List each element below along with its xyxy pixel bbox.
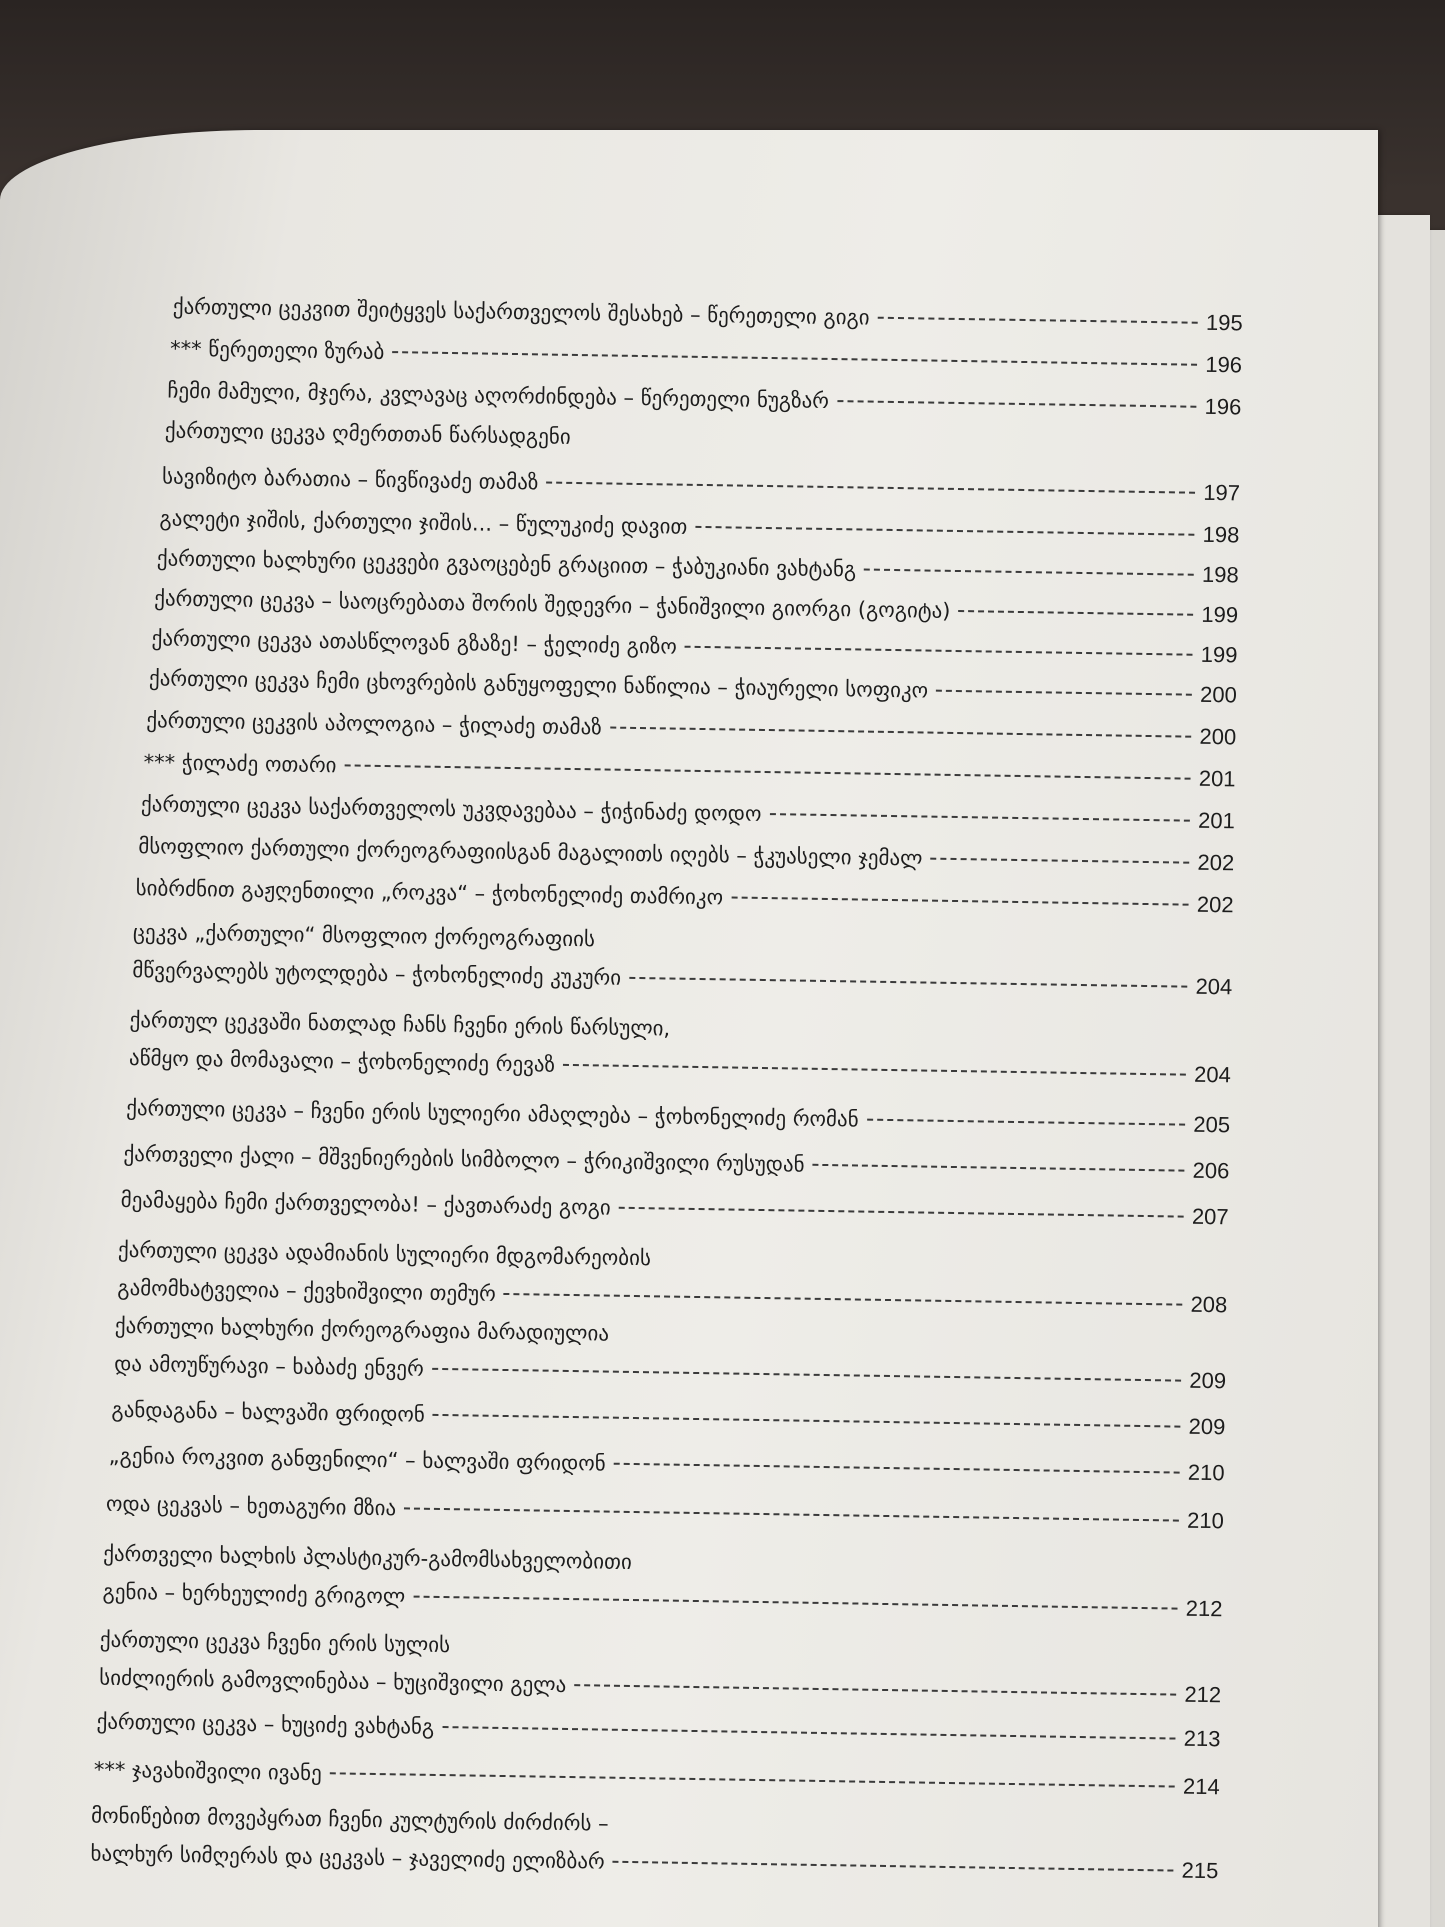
toc-entry-title: ცეკვა „ქართული“ მსოფლიო ქორეოგრაფიის xyxy=(132,920,596,952)
toc-entry-title: ჩემი მამული, მჯერა, კვლავაც აღორძინდება – წერეთელი ნუგზარ xyxy=(167,378,830,413)
toc-page-number: 214 xyxy=(1182,1773,1220,1800)
dot-leader xyxy=(504,1293,1183,1306)
toc-page-number: 196 xyxy=(1205,351,1243,378)
toc-page-number: 198 xyxy=(1201,561,1239,588)
toc-entry xyxy=(129,1001,1232,1094)
toc-page-number: 195 xyxy=(1205,309,1243,336)
toc-page-number: 202 xyxy=(1197,849,1235,876)
toc-entry-title: *** ჭილაძე ოთარი xyxy=(143,750,337,778)
toc-entry-title: აწმყო და მომავალი – ჭოხონელიძე რევაზ xyxy=(128,1046,556,1077)
dot-leader xyxy=(413,1596,1178,1610)
toc-entry xyxy=(126,1089,1230,1144)
toc-entry-title: მეამაყება ჩემი ქართველობა! – ქავთარაძე გოგი xyxy=(120,1187,611,1220)
toc-page-number: 209 xyxy=(1188,1413,1226,1440)
toc-entry-title: *** წერეთელი ზურაბ xyxy=(169,336,385,364)
toc-page-number: 212 xyxy=(1184,1681,1222,1708)
toc-page-number: 201 xyxy=(1197,807,1236,834)
toc-entry-title: ქართულ ცეკვაში ნათლად ჩანს ჩვენი ერის წარსული, xyxy=(129,1008,671,1041)
dot-leader xyxy=(769,813,1190,822)
toc-entry-title: მწვერვალებს უტოლდება – ჭოხონელიძე კუკური xyxy=(132,958,622,990)
dot-leader xyxy=(404,1507,1179,1521)
toc-entry-title: სიბრძნით გაჟღენთილი „როკვა“ – ჭოხონელიძე თამრიკო xyxy=(135,876,724,910)
toc-page-number: 210 xyxy=(1186,1507,1225,1534)
toc-page-number: 204 xyxy=(1193,1061,1232,1088)
toc-entry xyxy=(132,913,1233,1006)
toc-entry-title: ქართული ხალხური ცეკვები გვაოცებენ გრაციით – ჭაბუკიანი ვახტანგ xyxy=(156,546,857,582)
dot-leader xyxy=(867,1119,1186,1126)
dot-leader xyxy=(610,727,1192,738)
toc-entry xyxy=(123,1135,1229,1190)
toc-entry xyxy=(120,1181,1228,1236)
toc-page-number: 196 xyxy=(1204,393,1242,420)
toc-entry-title: მონიწებით მოვეპყრათ ჩვენი კულტურის ძირძირს – xyxy=(90,1803,609,1836)
dot-leader xyxy=(685,646,1193,656)
dot-leader xyxy=(837,400,1197,408)
toc-entry-title: ქართველი ქალი – მშვენიერების სიმბოლო – ჭრიკიშვილი რუსუდან xyxy=(123,1141,805,1177)
toc-page-number: 201 xyxy=(1198,765,1236,792)
toc-page-number: 199 xyxy=(1200,641,1238,668)
toc-entry-title: ქართული ცეკვით შეიტყვეს საქართველოს შესახებ – წერეთელი გიგი xyxy=(172,294,870,330)
toc-page-number: 202 xyxy=(1196,891,1234,918)
toc-entry-title: ქართული ცეკვა ჩემი ცხოვრების განუყოფელი ნაწილია – ჭიაურელი სოფიკო xyxy=(148,666,929,703)
toc-page-number: 206 xyxy=(1192,1157,1230,1184)
toc-entry-title: ქართული ცეკვა – ხუციძე ვახტანგ xyxy=(96,1709,435,1739)
toc-page-number: 209 xyxy=(1189,1367,1227,1394)
toc-entry-title: ქართული ცეკვის აპოლოგია – ჭილაძე თამაზ xyxy=(146,708,602,740)
toc-entry xyxy=(90,1797,1219,1891)
dot-leader xyxy=(432,1368,1182,1382)
toc-entry-title: ქართული ცეკვა ღმერთთან წარსადგენი xyxy=(164,418,571,449)
dot-leader xyxy=(695,526,1194,536)
toc-entry-title: ქართული ხალხური ქორეოგრაფია მარადიულია xyxy=(114,1313,610,1346)
toc-entry-title: *** ჯავახიშვილი ივანე xyxy=(93,1757,322,1786)
toc-page-number: 213 xyxy=(1183,1725,1221,1752)
dot-leader xyxy=(546,482,1195,494)
toc-entry-title: გამომხატველია – ქევხიშვილი თემურ xyxy=(117,1275,497,1306)
dot-leader xyxy=(613,1861,1174,1872)
toc-page-number: 200 xyxy=(1199,723,1237,750)
toc-entry xyxy=(102,1535,1223,1629)
dot-leader xyxy=(442,1726,1176,1740)
toc-entry-title: ქართული ცეკვა ათასწლოვან გზაზე! – ჭელიძე გიზო xyxy=(151,626,678,659)
dot-leader xyxy=(330,1772,1175,1787)
dot-leader xyxy=(614,1463,1180,1474)
toc-entry-title: ქართული ცეკვა – ჩვენი ერის სულიერი ამაღლება – ჭოხონელიძე რომან xyxy=(126,1096,859,1132)
dot-leader xyxy=(936,690,1192,696)
toc-page-number: 204 xyxy=(1195,973,1233,1000)
toc-page-number: 198 xyxy=(1202,521,1240,548)
dot-leader xyxy=(958,610,1193,616)
toc-entry xyxy=(111,1391,1225,1446)
toc-page-number: 205 xyxy=(1193,1111,1231,1138)
dot-leader xyxy=(813,1164,1185,1172)
toc-page-number: 197 xyxy=(1203,479,1241,506)
dot-leader xyxy=(433,1414,1181,1428)
dot-leader xyxy=(392,351,1197,366)
toc-page-number: 210 xyxy=(1187,1459,1225,1486)
toc-entry-title: ქართული ცეკვა საქართველოს უკვდავებაა – ჭიჭინაძე დოდო xyxy=(140,792,762,826)
toc-page-number: 200 xyxy=(1199,681,1238,708)
toc-entry-title: განდაგანა – ხალვაში ფრიდონ xyxy=(111,1397,426,1427)
toc-entry xyxy=(99,1621,1222,1715)
dot-leader xyxy=(619,1207,1184,1218)
dot-leader xyxy=(629,977,1187,988)
dot-leader xyxy=(563,1064,1186,1076)
toc-entry-title: ქართული ცეკვა ადამიანის სულიერი მდგომარეობის xyxy=(117,1237,652,1271)
toc-entry-title: ქართველი ხალხის პლასტიკურ-გამომსახველობითი xyxy=(103,1541,633,1574)
toc-page-number: 199 xyxy=(1201,601,1239,628)
dot-leader xyxy=(574,1684,1176,1695)
toc-entry-title: ქართული ცეკვა ჩვენი ერის სულის xyxy=(99,1627,451,1658)
dot-leader xyxy=(731,896,1189,905)
dot-leader xyxy=(930,858,1189,864)
toc-entry-title: სავიზიტო ბარათია – წივწივაძე თამაზ xyxy=(161,464,539,495)
toc-entry xyxy=(114,1307,1227,1400)
dot-leader xyxy=(878,317,1198,324)
dot-leader xyxy=(864,569,1194,576)
toc-entry-title: „გენია როკვით განფენილი“ – ხალვაში ფრიდონ xyxy=(108,1443,606,1476)
toc-entry-title: მსოფლიო ქართული ქორეოგრაფიისგან მაგალითს იღებს – ჭკუასელი ჯემალ xyxy=(138,834,923,871)
toc-entry-title: გენია – ხერხეულიძე გრიგოლ xyxy=(102,1579,406,1609)
toc-entry xyxy=(106,1485,1224,1541)
toc-page-number: 215 xyxy=(1181,1857,1219,1884)
toc-entry-title: გალეტი ჯიშის, ქართული ჯიშის... – წულუკიძე დავით xyxy=(159,506,688,539)
toc-entry-title: სიძლიერის გამოვლინებაა – ხუციშვილი გელა xyxy=(99,1665,567,1697)
toc-entry-title: ოდა ცეკვას – ხეთაგური მზია xyxy=(105,1491,397,1521)
toc-entry-title: ქართული ცეკვა – საოცრებათა შორის შედევრი – ჭანიშვილი გიორგი (გოგიტა) xyxy=(154,586,951,623)
toc-entry-title: და ამოუწურავი – ხაბაძე ენვერ xyxy=(114,1351,424,1381)
toc-entry xyxy=(94,1751,1220,1807)
toc-page-number: 207 xyxy=(1191,1203,1229,1230)
toc-entry xyxy=(108,1437,1224,1493)
toc-page-number: 212 xyxy=(1185,1595,1223,1622)
toc-page-number: 208 xyxy=(1190,1291,1228,1318)
toc-entry-title: ხალხურ სიმღერას და ცეკვას – ჯაველიძე ელიზბარ xyxy=(90,1841,605,1874)
dot-leader xyxy=(345,764,1191,779)
